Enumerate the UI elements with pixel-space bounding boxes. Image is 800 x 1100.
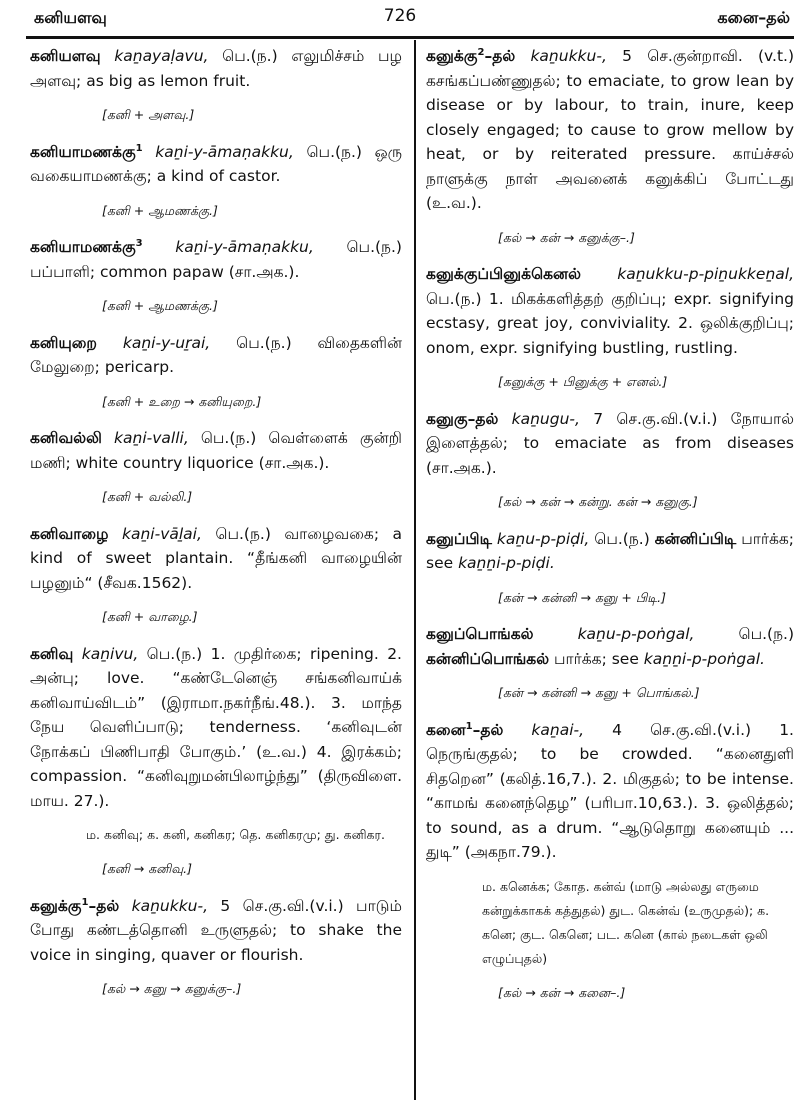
transliteration: kaṉukku-, xyxy=(131,896,209,915)
definition: பெ.(ந.) வெள்ளைக் குன்றி மணி; white country liquorice (சா.அக.). xyxy=(30,429,402,472)
definition: பெ.(ந.) ஒரு வகையாமணக்கு; a kind of castor. xyxy=(30,142,402,185)
entry-text xyxy=(30,642,402,814)
etymology: [கல் → கன் → கனுக்கு–.] xyxy=(498,229,635,245)
headword: கனியாமணக்கு xyxy=(30,238,136,256)
headword: கனுக்குப்பினுக்கெனல் xyxy=(426,265,581,283)
headword: கனுக்கு xyxy=(426,47,478,65)
headword: கனுப்பொங்கல் xyxy=(426,625,534,643)
homonym-number: 1 xyxy=(135,142,143,154)
dictionary-entry xyxy=(30,331,402,415)
etymology: [கனி + வாழை.] xyxy=(102,609,198,624)
transliteration: kaṉayaḷavu, xyxy=(114,47,209,65)
entry-text xyxy=(30,522,402,596)
etymology: [கன் → கன்னி → கனு + பிடி.] xyxy=(498,589,667,605)
transliteration: kaṉi-y-uṟai, xyxy=(122,333,211,352)
definition: பெ.(ந.) வாழைவகை; a kind of sweet plantain. “தீங்கனி வாழையின் பழனும்“ (சீவக.1562). xyxy=(30,524,402,592)
transliteration: kaṉu-p-poṅgal, xyxy=(577,625,695,643)
headword: கனியளவு xyxy=(30,47,101,65)
definition-prefix: பெ.(ந.) xyxy=(738,625,794,643)
definition: 5 செ.குன்றாவி. (v.t.) கசங்கப்பண்ணுதல்; to emaciate, to grow lean by disease or by labour, to train, inure, keep closely engaged; to cause to grow mellow by heat, or by reiterated pressure. காய்ச்சல் நாளுக்கு நாள் அவனைக் கனுக்கிப் போட்டது (உ.வ.). xyxy=(426,47,794,212)
headword: கனிவல்லி xyxy=(30,429,102,447)
entry-text xyxy=(30,140,402,189)
definition-see: பார்க்க; see xyxy=(426,529,794,572)
definition: 7 செ.கு.வி.(v.i.) நோயால் இளைத்தல்; to emaciate as from diseases (சா.அக.). xyxy=(426,409,794,477)
definition: 5 செ.கு.வி.(v.i.) பாடும் போது கண்டத்தொனி உருளுதல்; to shake the voice in singing, quaver or flourish. xyxy=(30,896,402,964)
dictionary-entry xyxy=(30,44,402,128)
headword: கனை xyxy=(426,720,466,739)
cross-reference: கன்னிப்பொங்கல் xyxy=(426,649,550,668)
definition: பெ.(ந.) விதைகளின் மேலுறை; pericarp. xyxy=(30,333,402,376)
entry-text xyxy=(426,718,794,865)
definition: பெ.(ந.) 1. மிகக்களித்தற் குறிப்பு; expr. signifying ecstasy, great joy, conviviality. 2. ஒலிக்குறிப்பு; onom, expr. signifying bustling, rustling. xyxy=(426,289,794,357)
headword: கனுகு xyxy=(426,409,468,428)
transliteration: kaṉi-y-āmaṇakku, xyxy=(155,142,294,161)
etymology: [கனி + ஆமணக்கு.] xyxy=(102,298,218,313)
definition: பெ.(ந.) பப்பாளி; common papaw (சா.அக.). xyxy=(30,238,402,281)
transliteration: kaṉukku-p-piṉukkeṉal, xyxy=(617,265,794,283)
homonym-number: 3 xyxy=(135,237,143,249)
dictionary-entry xyxy=(30,522,402,630)
etymology: [கனுக்கு + பினுக்கு + எனல்.] xyxy=(498,374,668,389)
headword: கனியாமணக்கு xyxy=(30,142,136,161)
definition-prefix: பெ.(ந.) xyxy=(594,529,655,548)
entry-text xyxy=(426,527,794,576)
dictionary-entry xyxy=(426,44,794,250)
transliteration: kaṉivu, xyxy=(81,644,139,663)
dictionary-entry xyxy=(426,718,794,1006)
page-number: 726 xyxy=(383,6,417,26)
headword: கனுக்கு xyxy=(30,896,82,915)
etymology: [கனி + ஆமணக்கு.] xyxy=(102,202,218,218)
headword-suffix: –தல் xyxy=(88,896,120,915)
cross-reference: கன்னிப்பிடி xyxy=(654,529,737,548)
cognates: ம. கனிவு; க. கனி, கனிகர; தெ. கனிகரமு; து. கனிகர. xyxy=(86,827,385,842)
transliteration: kaṉugu-, xyxy=(511,409,580,428)
dictionary-entry xyxy=(30,235,402,319)
transliteration: kaṉi-y-āmaṇakku, xyxy=(175,238,314,256)
transliteration: kaṉukku-, xyxy=(530,47,607,65)
definition-see: பார்க்க; see xyxy=(549,649,644,668)
entry-text xyxy=(30,894,402,968)
dictionary-entry xyxy=(30,894,402,1002)
entry-text xyxy=(30,426,402,475)
left-column xyxy=(30,44,402,1014)
entry-text xyxy=(426,262,794,360)
dictionary-entry xyxy=(426,527,794,611)
definition: பெ.(ந.) 1. முதிர்கை; ripening. 2. அன்பு; love. “கண்டேனெஞ் சங்கனிவாய்க் கனிவாய்விடம்” (இராமா.நகர்நீங்.48.). 3. மாந்த நேய வெளிப்பாடு; tenderness. ‘கனிவுடன் நோக்கப் பிணிபாதி போகும்.’ (உ.வ.) 4. இரக்கம்; compassion. “கனிவுறுமன்பிலாழ்ந்து” (திருவிளை. மாய. 27.). xyxy=(30,644,402,810)
transliteration: kaṉai-, xyxy=(531,720,585,739)
headword-suffix: –தல் xyxy=(472,720,504,739)
etymology: [கல் → கனு → கனுக்கு–.] xyxy=(102,981,242,996)
dictionary-entry xyxy=(426,407,794,515)
headword: கனியுறை xyxy=(30,333,97,352)
cross-reference-transliteration: kaṉṉi-p-poṅgal. xyxy=(643,649,765,668)
headword-suffix: –தல் xyxy=(467,409,499,428)
entry-text xyxy=(30,44,402,93)
dictionary-entry xyxy=(30,140,402,224)
homonym-number: 2 xyxy=(477,46,485,58)
entry-text xyxy=(30,331,402,380)
dictionary-entry xyxy=(426,622,794,706)
column-divider xyxy=(414,40,416,1100)
cross-reference-transliteration: kaṉṉi-p-piḍi. xyxy=(458,554,555,572)
etymology: [கனி → கனிவு.] xyxy=(102,861,193,876)
etymology: [கனி + உறை → கனியுறை.] xyxy=(102,393,262,409)
homonym-number: 1 xyxy=(81,896,89,908)
dictionary-entry xyxy=(30,426,402,510)
headword: கனிவாழை xyxy=(30,524,109,543)
header-rule xyxy=(26,36,794,39)
definition: 4 செ.கு.வி.(v.i.) 1. நெருங்குதல்; to be crowded. “கனைதுளி சிதறென” (கலித்.16,7.). 2. மிகுதல்; to be intense. “காமங் கனைந்தெழ” (பரிபா.10,63.). 3. ஒலித்தல்; to sound, as a drum. “ஆடுதொறு கனையும் ... துடி” (அகநா.79.). xyxy=(426,720,794,861)
homonym-number: 1 xyxy=(465,720,473,732)
etymology: [கல் → கன் → கனை–.] xyxy=(498,984,626,1000)
headword: கனிவு xyxy=(30,644,74,663)
transliteration: kaṉi-valli, xyxy=(114,429,189,447)
entry-text xyxy=(426,44,794,216)
headword-suffix: –தல் xyxy=(484,47,516,65)
etymology: [கன் → கன்னி → கனு + பொங்கல்.] xyxy=(498,685,700,700)
right-column xyxy=(426,44,794,1017)
cognates: ம. கனெக்க; கோத. கன்வ் (மாடு அல்லது எருமை கன்றுக்காகக் கத்துதல்) துட. கென்வ் (உருமுதல்); க. கனெ; குட. கெனெ; பட. கனெ (கால் நடைகள் ஒலி எழுப்புதல்) xyxy=(482,878,770,966)
headword: கனுப்பிடி xyxy=(426,529,492,548)
running-head-right: கனை–தல் xyxy=(717,8,790,27)
etymology: [கனி + வல்லி.] xyxy=(102,489,193,504)
transliteration: kaṉu-p-piḍi, xyxy=(496,529,590,548)
dictionary-entry xyxy=(426,262,794,395)
definition: பெ.(ந.) எலுமிச்சம் பழ அளவு; as big as lemon fruit. xyxy=(30,47,402,90)
etymology: [கல் → கன் → கன்று. கன் → கனுகு.] xyxy=(498,494,698,509)
entry-text xyxy=(426,407,794,481)
dictionary-entry xyxy=(30,642,402,882)
transliteration: kaṉi-vāḻai, xyxy=(122,524,202,543)
etymology: [கனி + அளவு.] xyxy=(102,107,195,122)
running-head-left: கனியளவு xyxy=(34,8,107,27)
entry-text xyxy=(426,622,794,671)
entry-text xyxy=(30,235,402,284)
